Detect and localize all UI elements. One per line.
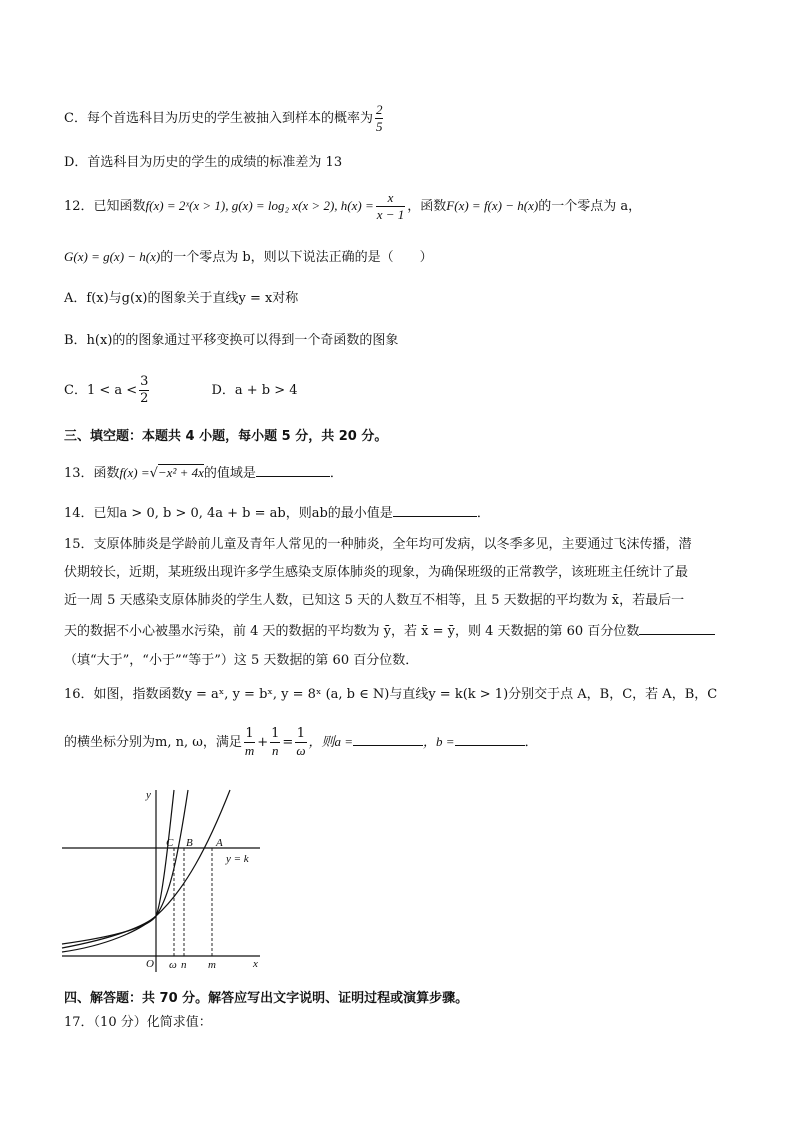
point-c-label: C [166,837,174,849]
q12-option-c-d [64,374,298,407]
curve-8-power-x [62,790,174,944]
q15-line4: 天的数据不小心被墨水污染，前 4 天的数据的平均数为 ȳ，若 x̄ = ȳ，则 4 天数据的第 60 百分位数 [64,620,715,641]
q16-line2: 的横坐标分别为m, n, ω，满足 $\frac{1}{m}$ + $\frac{1}{n}$ = $\frac{1}{\omega}$ ，则a = ，b = ． [64,726,538,758]
q13: 13．函数f(x) =√−x² + 4x的值域是 ． [64,462,343,483]
q13-radicand: −x² + 4x [157,465,204,480]
q16-frac-m: $\frac{1}{m}$ [244,726,255,758]
q16-frac-omega: $\frac{1}{\omega}$ [296,726,306,758]
q12-option-d: D．a + b > 4 [211,383,298,398]
y-axis-label: y [146,789,151,801]
q12-option-b: B．h(x)的的图象通过平移变换可以得到一个奇函数的图象 [64,333,399,348]
sqrt-sign: √ [149,466,158,481]
q12-G-def: G(x) = g(x) − h(x) [64,249,161,264]
q11-option-c-fraction: $\frac{2}{5}$ [375,102,383,134]
q12-option-c: C．1 < a < [64,383,138,398]
section4-title: 四、解答题：共 70 分。解答应写出文字说明、证明过程或演算步骤。 [64,991,469,1006]
point-b-label: B [186,837,193,849]
q12-option-c-fraction: $\frac{3}{2}$ [140,374,149,406]
q12-stem: 12．已知函数f(x) = 2ˣ(x > 1), g(x) = log₂ x(x > 2), h(x) = $\frac{x}{x - 1}$ ，函数F(x) = f(x) − h(x)的一个零点为 a， [64,190,642,222]
curve-a-power-x [62,790,230,952]
tick-omega-label: ω [169,959,177,971]
line-k-label: y = k [226,853,249,865]
q13-answer-blank[interactable] [256,462,330,477]
q12-h-fraction: $\frac{x}{x - 1}$ [376,190,405,222]
q11-option-d: D．首选科目为历史的学生的成绩的标准差为 13 [64,155,343,170]
q15-answer-blank[interactable] [639,620,715,635]
tick-n-label: n [181,959,187,971]
x-axis-label: x [253,958,258,970]
q16-answer-b-blank[interactable] [455,731,525,746]
q15-line3: 近一周 5 天感染支原体肺炎的学生人数，已知这 5 天的人数互不相等，且 5 天数据的平均数为 x̄，若最后一 [64,593,685,608]
q16-line1: 16．如图，指数函数y = aˣ, y = bˣ, y = 8ˣ (a, b ∈ N)与直线y = k(k > 1)分别交于点 A，B，C，若 A，B，C [64,687,718,702]
q11-option-c-text: C．每个首选科目为历史的学生被抽入到样本的概率为 [64,111,373,126]
q15-line5: （填“大于”，“小于”“等于”）这 5 天数据的第 60 百分位数． [64,653,419,668]
section3-title: 三、填空题：本题共 4 小题，每小题 5 分，共 20 分。 [64,429,388,444]
q12-stem-cont: G(x) = g(x) − h(x)的一个零点为 b，则以下说法正确的是（ ） [64,249,433,265]
q16-frac-n: $\frac{1}{n}$ [271,726,280,758]
tick-m-label: m [208,959,216,971]
point-a-label: A [216,837,223,849]
q16-answer-a-blank[interactable] [353,731,423,746]
origin-label: O [146,958,154,970]
q15-line1: 15．支原体肺炎是学龄前儿童及青年人常见的一种肺炎，全年均可发病，以冬季多见，主要通过飞沫传播，潜 [64,537,692,552]
q12-option-a: A．f(x)与g(x)的图象关于直线y = x对称 [64,291,299,306]
q12-F-def: F(x) = f(x) − h(x) [446,198,539,213]
q12-function-defs: f(x) = 2ˣ(x > 1), g(x) = log₂ x(x > 2), h(x) = [145,198,374,213]
q14: 14．已知a > 0, b > 0, 4a + b = ab，则ab的最小值是 ． [64,502,490,523]
curve-b-power-x [62,790,188,948]
q17: 17．（10 分）化简求值： [64,1015,212,1030]
q11-option-c [64,102,385,135]
exponential-graph-figure [60,786,275,976]
q14-answer-blank[interactable] [393,502,477,517]
q15-line2: 伏期较长，近期，某班级出现许多学生感染支原体肺炎的现象，为确保班级的正常教学，该班班主任统计了最 [64,565,689,580]
